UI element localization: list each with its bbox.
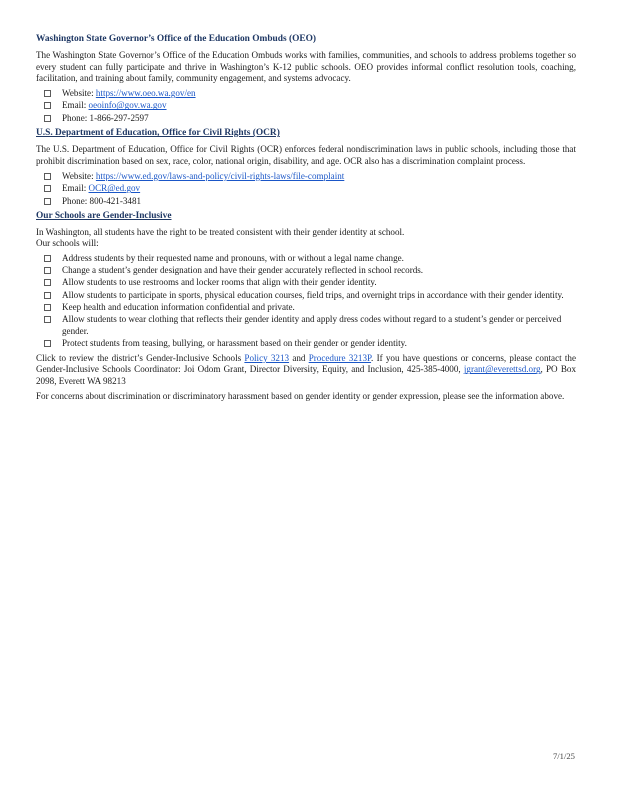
square-bullet-icon (44, 185, 51, 192)
list-item (36, 265, 576, 276)
list-item (36, 113, 576, 124)
list-item (36, 196, 576, 207)
procedure-3213p-link[interactable]: Procedure 3213P (308, 353, 372, 364)
list-item (36, 253, 576, 264)
oeo-website-link[interactable]: https://www.oeo.wa.gov/en (95, 88, 196, 99)
oeo-phone: 1-866-297-2597 (89, 112, 149, 123)
list-item-text: Change a student’s gender designation and have their gender accurately reflected in school records. (62, 265, 424, 276)
ocr-description: The U.S. Department of Education, Office for Civil Rights (OCR) enforces federal nondiscrimination laws in public schools, including those that prohibit discrimination based on sex, race, color, national origin, disability, and age. OCR also has a discrimination complaint process. (36, 144, 576, 166)
square-bullet-icon (44, 340, 51, 347)
oeo-contact-list (36, 88, 576, 124)
email-label: Email: (62, 100, 87, 111)
review-text: , PO Box 2098, Everett WA 98213 (36, 364, 576, 386)
phone-label: Phone: (62, 195, 88, 206)
ocr-contact-list (36, 171, 576, 207)
intro-line-1: In Washington, all students have the right to be treated consistent with their gender identity at school. (36, 227, 405, 238)
list-item (36, 302, 576, 313)
list-item (36, 277, 576, 288)
square-bullet-icon (44, 304, 51, 311)
ocr-phone: 800-421-3481 (89, 195, 142, 206)
phone-label: Phone: (62, 112, 88, 123)
ocr-website-link[interactable]: https://www.ed.gov/laws-and-policy/civil-rights-laws/file-complaint (95, 170, 345, 181)
footer-date: 7/1/25 (553, 751, 575, 761)
square-bullet-icon (44, 173, 51, 180)
oeo-email-link[interactable]: oeoinfo@gov.wa.gov (88, 100, 167, 111)
document-page (36, 34, 576, 406)
coordinator-email-link[interactable]: jgrant@everettsd.org (463, 364, 541, 375)
list-item-text: Address students by their requested name and pronouns, with or without a legal name change. (62, 252, 404, 263)
square-bullet-icon (44, 267, 51, 274)
list-item-text: Allow students to use restrooms and locker rooms that align with their gender identity. (62, 277, 377, 288)
square-bullet-icon (44, 292, 51, 299)
square-bullet-icon (44, 115, 51, 122)
square-bullet-icon (44, 279, 51, 286)
square-bullet-icon (44, 90, 51, 97)
gender-inclusive-heading: Our Schools are Gender-Inclusive (36, 210, 172, 221)
square-bullet-icon (44, 316, 51, 323)
list-item (36, 338, 576, 349)
policy-3213-link[interactable]: Policy 3213 (244, 353, 290, 364)
list-item (36, 171, 576, 182)
list-item (36, 290, 576, 301)
email-label: Email: (62, 183, 87, 194)
concerns-paragraph: For concerns about discrimination or discriminatory harassment based on gender identity or gender expression, please see the information above. (36, 391, 565, 402)
intro-line-2: Our schools will: (36, 238, 99, 249)
list-item (36, 183, 576, 194)
website-label: Website: (62, 88, 94, 99)
square-bullet-icon (44, 102, 51, 109)
list-item-text: Protect students from teasing, bullying, or harassment based on their gender or gender identity. (62, 337, 407, 348)
square-bullet-icon (44, 255, 51, 262)
oeo-description: The Washington State Governor’s Office of the Education Ombuds works with families, communities, and schools to address problems together so every student can fully participate and thrive in Washington’s K-12 public schools. OEO provides informal conflict resolution tools, coaching, facilitation, and training about family, community engagement, and systems advocacy. (36, 50, 576, 83)
list-item (36, 100, 576, 111)
list-item-text: Keep health and education information confidential and private. (62, 301, 295, 312)
ocr-heading: U.S. Department of Education, Office for Civil Rights (OCR) (36, 128, 280, 139)
oeo-heading: Washington State Governor’s Office of the Education Ombuds (OEO) (36, 34, 317, 44)
square-bullet-icon (44, 198, 51, 205)
gender-inclusive-list (36, 253, 576, 349)
review-text: Click to review the district’s Gender-Inclusive Schools (36, 353, 245, 364)
list-item-text: Allow students to wear clothing that reflects their gender identity and apply dress codes without regard to a student’s gender or perceived gender. (62, 314, 562, 336)
gender-inclusive-intro (36, 227, 576, 250)
list-item-text: Allow students to participate in sports, physical education courses, field trips, and overnight trips in accordance with their gender identity. (62, 289, 564, 300)
website-label: Website: (62, 170, 94, 181)
review-text: and (289, 353, 309, 364)
ocr-email-link[interactable]: OCR@ed.gov (88, 183, 141, 194)
review-paragraph (36, 353, 576, 387)
list-item (36, 314, 576, 337)
review-text: . If you have questions or concerns, please contact the Gender-Inclusive Schools Coordinator: Joi Odom Grant, Director Diversity, Equity, and Inclusion, 425-385-4000, (36, 353, 576, 375)
list-item (36, 88, 576, 99)
